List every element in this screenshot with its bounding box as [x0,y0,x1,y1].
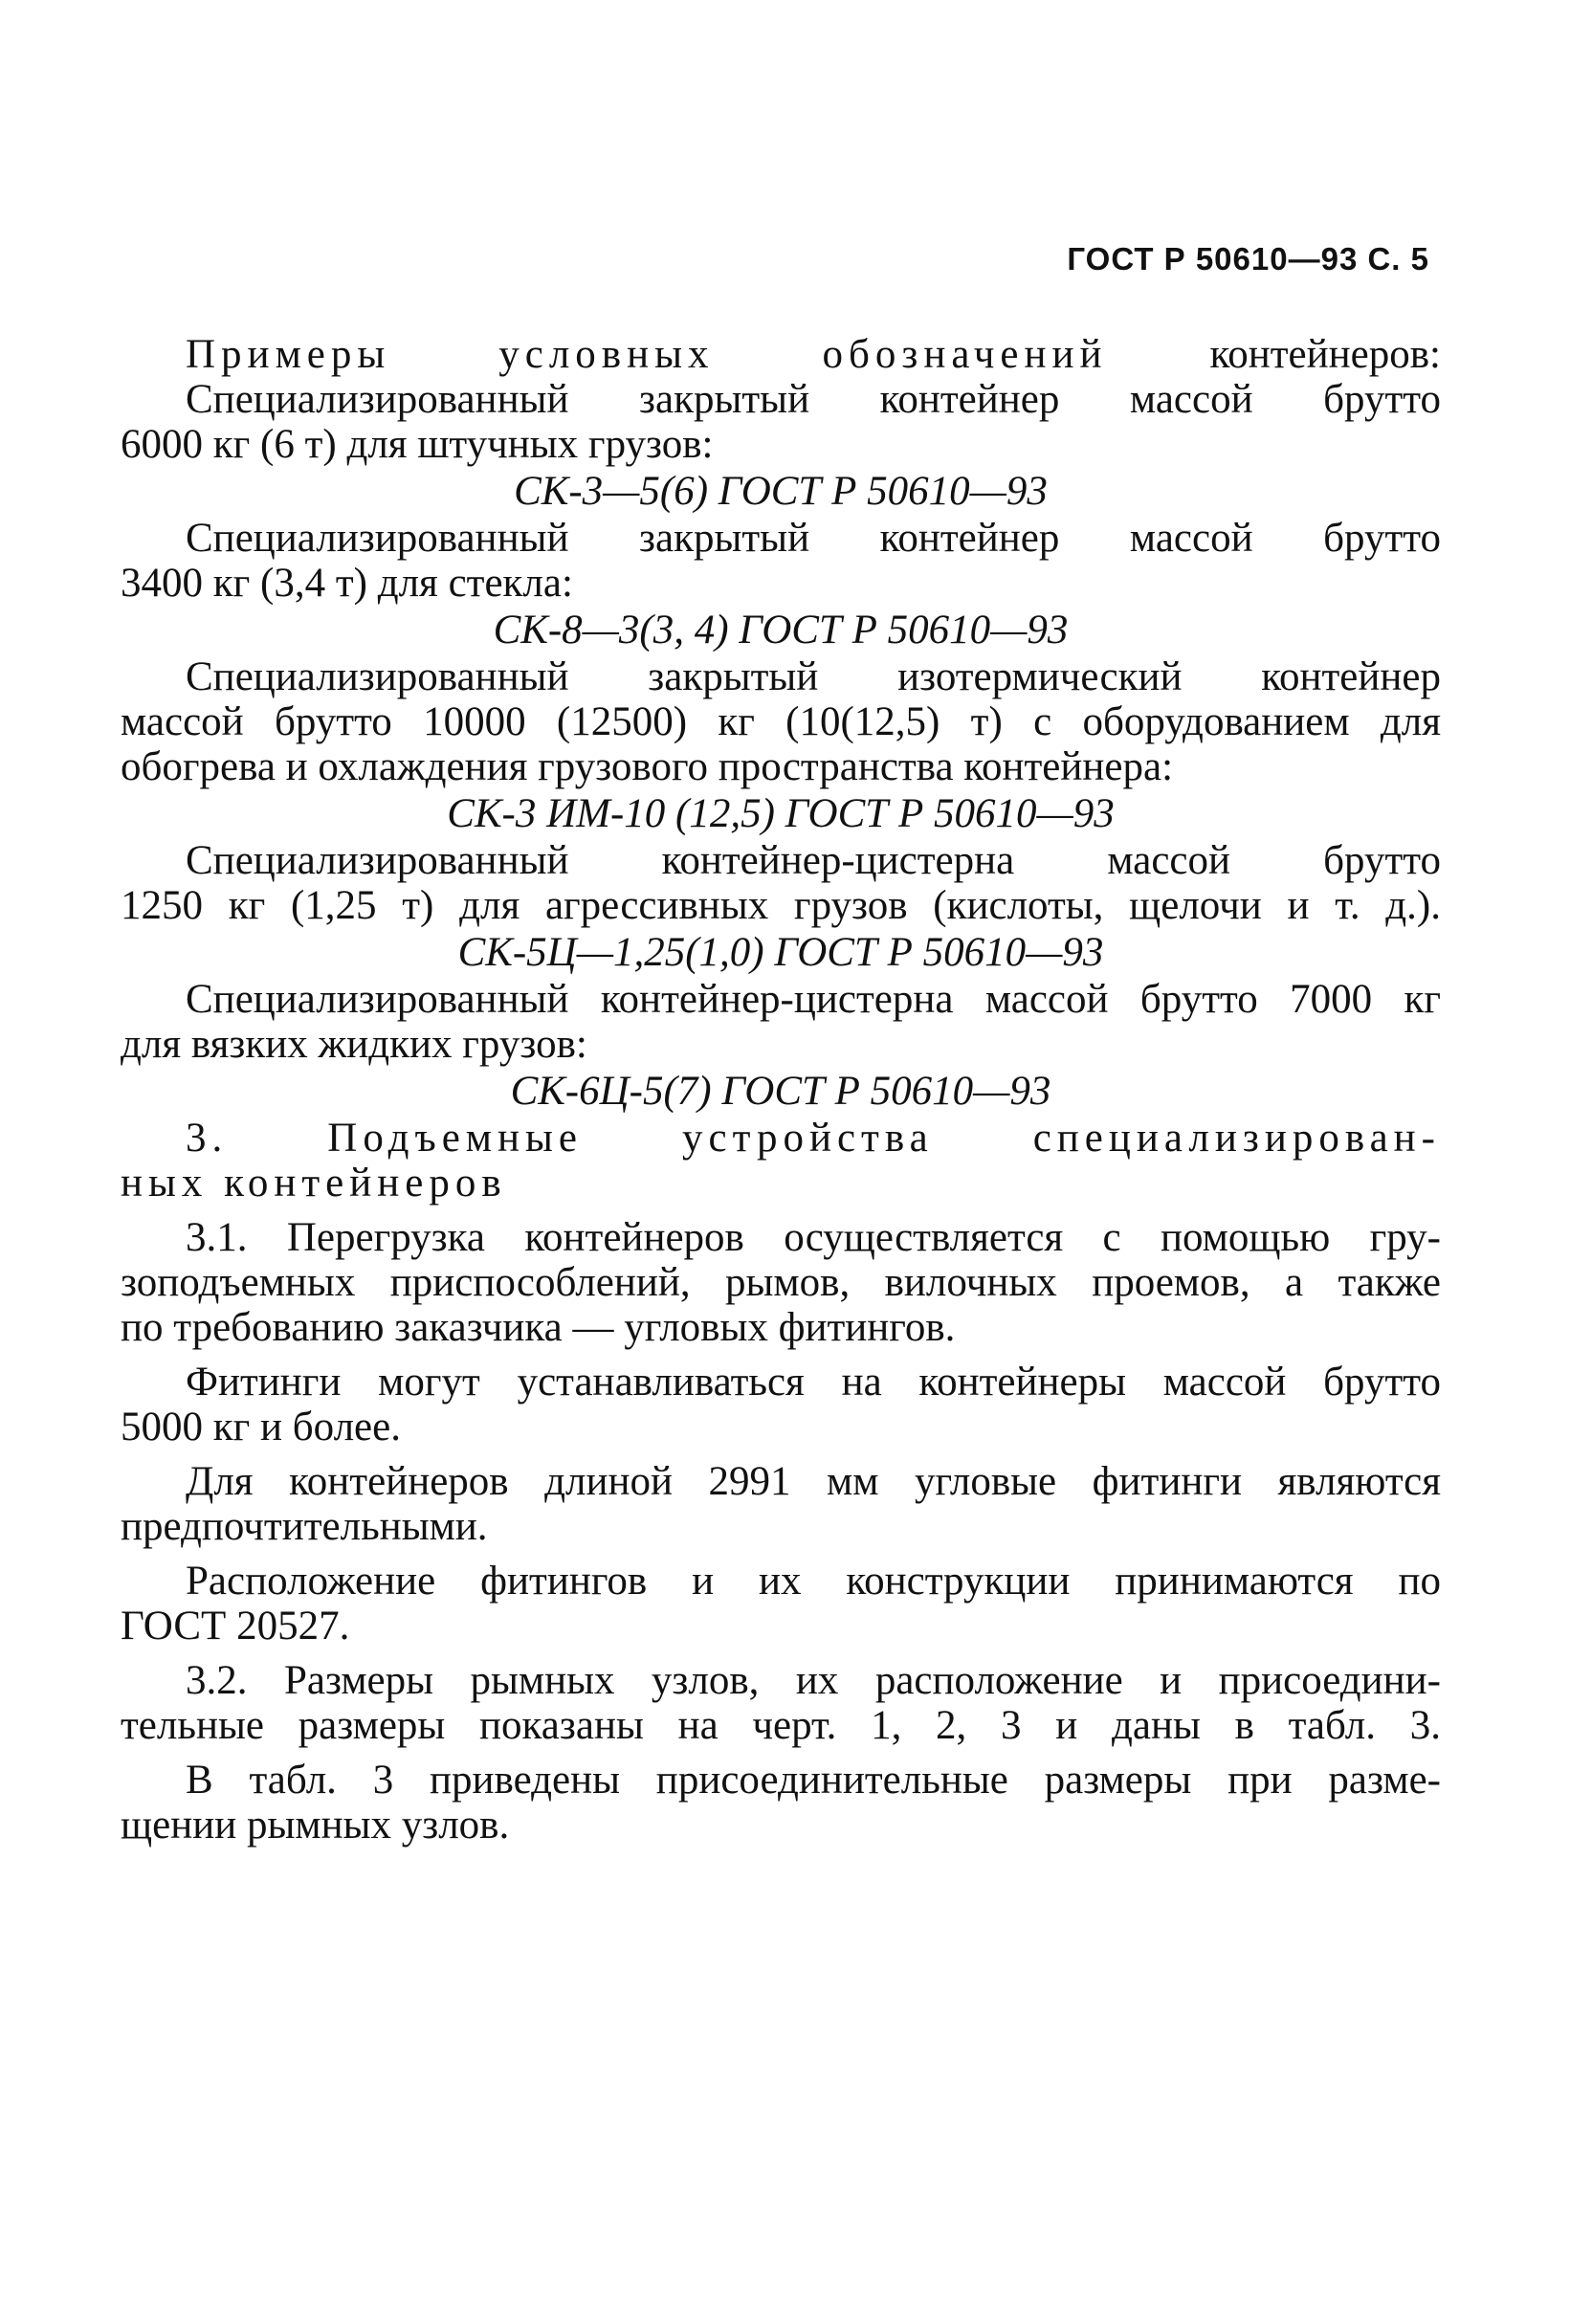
para-length-line-2: предпочтительными. [121,1504,488,1549]
examples-heading-tail: контейнеров: [1107,332,1441,377]
example-1-line-1: Специализированный закрытый контейнер массой брутто [186,377,1441,422]
example-1-designation: СК-3—5(6) ГОСТ Р 50610—93 [514,469,1048,514]
example-3-line-2: массой брутто 10000 (12500) кг (10(12,5) т) с оборудованием для [121,699,1441,744]
para-location-line-2: ГОСТ 20527. [121,1604,350,1649]
section-3-title-line-1: 3. Подъемные устройства специализирован- [186,1116,1441,1161]
example-3-line-3: обогрева и охлаждения грузового пространства контейнера: [121,744,1174,789]
para-3-1-line-3: по требованию заказчика — угловых фитингов. [121,1305,956,1350]
page-body [121,332,1441,1848]
para-3-1-line-1: 3.1. Перегрузка контейнеров осуществляется с помощью гру- [186,1215,1441,1260]
section-3-title-line-2: ных контейнеров [121,1161,507,1206]
para-fittings-line-1: Фитинги могут устанавливаться на контейнеры массой брутто [186,1360,1441,1405]
para-3-1-line-2: зоподъемных приспособлений, рымов, вилочных проемов, а также [121,1260,1441,1305]
page-header: ГОСТ Р 50610—93 С. 5 [1067,241,1429,277]
example-4-line-1: Специализированный контейнер-цистерна массой брутто [186,838,1441,883]
example-1-line-2: 6000 кг (6 т) для штучных грузов: [121,422,714,467]
examples-heading-spaced: Примеры условных обозначений [186,332,1108,377]
example-5-line-1: Специализированный контейнер-цистерна массой брутто 7000 кг [186,977,1441,1022]
example-3-designation: СК-3 ИМ-10 (12,5) ГОСТ Р 50610—93 [447,791,1115,836]
para-table-line-2: щении рымных узлов. [121,1803,510,1848]
example-3-line-1: Специализированный закрытый изотермический контейнер [186,654,1441,699]
example-4-line-2: 1250 кг (1,25 т) для агрессивных грузов (кислоты, щелочи и т. д.). [121,883,1441,928]
para-3-2-line-1: 3.2. Размеры рымных узлов, их расположение и присоедини- [186,1658,1441,1703]
para-location-line-1: Расположение фитингов и их конструкции принимаются по [186,1559,1441,1604]
para-table-line-1: В табл. 3 приведены присоединительные размеры при разме- [186,1758,1441,1803]
para-3-2-line-2: тельные размеры показаны на черт. 1, 2, 3 и даны в табл. 3. [121,1703,1441,1748]
examples-heading [121,332,1441,377]
example-5-line-2: для вязких жидких грузов: [121,1022,587,1067]
example-2-line-2: 3400 кг (3,4 т) для стекла: [121,561,573,606]
example-2-designation: СК-8—3(3, 4) ГОСТ Р 50610—93 [493,608,1069,653]
example-2-line-1: Специализированный закрытый контейнер массой брутто [186,516,1441,561]
para-length-line-1: Для контейнеров длиной 2991 мм угловые фитинги являются [186,1459,1441,1504]
para-fittings-line-2: 5000 кг и более. [121,1405,401,1450]
example-4-designation: СК-5Ц—1,25(1,0) ГОСТ Р 50610—93 [457,930,1104,975]
example-5-designation: СК-6Ц-5(7) ГОСТ Р 50610—93 [510,1069,1051,1114]
